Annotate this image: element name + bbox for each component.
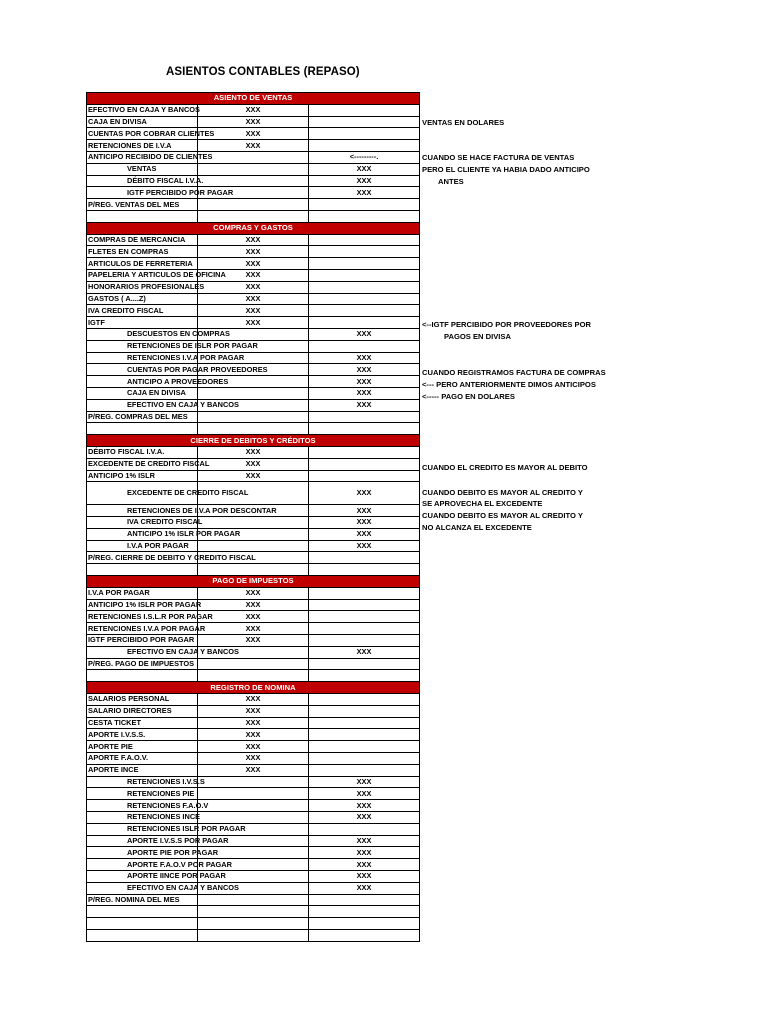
- ledger-row: [87, 399, 420, 411]
- credit-cell: [309, 281, 420, 293]
- account-name: ANTICIPO RECIBIDO DE CLIENTES: [88, 152, 213, 162]
- debit-cell: XXX: [198, 470, 309, 482]
- ledger-row: [87, 340, 420, 352]
- section-header: [87, 576, 420, 588]
- credit-cell: XXX: [309, 646, 420, 658]
- note-anticipos-dados: <--- PERO ANTERIORMENTE DIMOS ANTICIPOS: [422, 380, 596, 389]
- debit-cell: [198, 670, 309, 682]
- ledger-row: [87, 210, 420, 222]
- debit-cell: [198, 411, 309, 423]
- note-pago-dolares: <----- PAGO EN DOLARES: [422, 392, 515, 401]
- debit-cell: XXX: [198, 599, 309, 611]
- ledger-row: [87, 882, 420, 894]
- ledger-row: [87, 269, 420, 281]
- credit-cell: [309, 753, 420, 765]
- credit-cell: [309, 411, 420, 423]
- credit-cell: [309, 552, 420, 564]
- ledger-row: [87, 906, 420, 918]
- debit-cell: XXX: [198, 446, 309, 458]
- ledger-row: [87, 163, 420, 175]
- ledger-row: [87, 482, 420, 505]
- account-name: RETENCIONES DE I.V.A POR DESCONTAR: [87, 505, 198, 517]
- account-name: DÉBITO FISCAL I.V.A.: [87, 175, 198, 187]
- credit-cell: [309, 305, 420, 317]
- debit-cell: XXX: [198, 458, 309, 470]
- debit-cell: [198, 918, 309, 930]
- credit-cell: XXX: [309, 859, 420, 871]
- debit-cell: [198, 906, 309, 918]
- debit-cell: XXX: [198, 764, 309, 776]
- credit-cell: [309, 658, 420, 670]
- ledger-row: [87, 140, 420, 152]
- ledger-row: [87, 128, 420, 140]
- ledger-row: [87, 528, 420, 540]
- ledger-row: [87, 587, 420, 599]
- account-name: SALARIO DIRECTORES: [87, 705, 198, 717]
- account-name: IGTF PERCIBIDO POR PAGAR: [87, 635, 198, 647]
- account-name: APORTE PIE: [87, 741, 198, 753]
- credit-cell: XXX: [309, 364, 420, 376]
- note-no-alcanza: NO ALCANZA EL EXCEDENTE: [422, 523, 532, 532]
- account-name: APORTE I.V.S.S.: [87, 729, 198, 741]
- section-title: COMPRAS Y GASTOS: [87, 222, 420, 234]
- debit-cell: XXX: [198, 611, 309, 623]
- credit-cell: XXX: [309, 399, 420, 411]
- account-name: EFECTIVO EN CAJA Y BANCOS: [88, 105, 200, 115]
- account-name: DÉBITO FISCAL I.V.A.: [87, 446, 198, 458]
- credit-cell: [309, 458, 420, 470]
- debit-cell: [198, 199, 309, 211]
- account-name: IVA CREDITO FISCAL: [87, 305, 198, 317]
- credit-cell: [309, 823, 420, 835]
- note-factura-compras: CUANDO REGISTRAMOS FACTURA DE COMPRAS: [422, 368, 606, 377]
- ledger-row: [87, 423, 420, 435]
- note-credito-mayor: CUANDO EL CREDITO ES MAYOR AL DEBITO: [422, 463, 588, 472]
- account-name: RETENCIONES PIE: [87, 788, 198, 800]
- debit-cell: XXX: [198, 128, 309, 140]
- account-name: I.V.A POR PAGAR: [87, 587, 198, 599]
- credit-cell: [309, 729, 420, 741]
- account-name: COMPRAS DE MERCANCIA: [87, 234, 198, 246]
- ledger-row: [87, 305, 420, 317]
- account-name: [87, 564, 198, 576]
- debit-cell: XXX: [198, 116, 309, 128]
- account-name: [87, 423, 198, 435]
- credit-cell: XXX: [309, 328, 420, 340]
- credit-cell: [309, 599, 420, 611]
- credit-cell: [309, 670, 420, 682]
- account-name: RETENCIONES I.V.S.S: [87, 776, 198, 788]
- debit-cell: XXX: [198, 717, 309, 729]
- ledger-row: [87, 552, 420, 564]
- note-aprovecha-excedente: SE APROVECHA EL EXCEDENTE: [422, 499, 543, 508]
- credit-cell: XXX: [309, 163, 420, 175]
- credit-cell: XXX: [309, 835, 420, 847]
- debit-cell: [198, 776, 309, 788]
- credit-cell: [309, 140, 420, 152]
- ledger-row: [87, 564, 420, 576]
- ledger-row: [87, 376, 420, 388]
- credit-cell: [309, 293, 420, 305]
- debit-cell: XXX: [198, 317, 309, 329]
- debit-cell: XXX: [198, 635, 309, 647]
- ledger-row: [87, 694, 420, 706]
- credit-cell: [309, 705, 420, 717]
- debit-cell: [198, 800, 309, 812]
- account-name: P/REG. CIERRE DE DEBITO Y CREDITO FISCAL: [88, 552, 256, 562]
- account-name: APORTE F.A.O.V.: [87, 753, 198, 765]
- debit-cell: [198, 210, 309, 222]
- ledger-row: [87, 199, 420, 211]
- debit-cell: [198, 540, 309, 552]
- account-name: RETENCIONES DE I.V.A: [87, 140, 198, 152]
- account-name: GASTOS ( A....Z): [87, 293, 198, 305]
- ledger-row: [87, 753, 420, 765]
- account-name: CESTA TICKET: [87, 717, 198, 729]
- credit-cell: [309, 694, 420, 706]
- debit-cell: XXX: [198, 246, 309, 258]
- debit-cell: [198, 929, 309, 941]
- credit-cell: XXX: [309, 800, 420, 812]
- ledger-row: [87, 859, 420, 871]
- debit-cell: XXX: [198, 694, 309, 706]
- account-name: [87, 929, 198, 941]
- ledger-row: [87, 364, 420, 376]
- ledger-row: [87, 540, 420, 552]
- account-name: EFECTIVO EN CAJA Y BANCOS: [87, 646, 198, 658]
- account-name: DESCUESTOS EN COMPRAS: [87, 328, 198, 340]
- ledger-row: [87, 599, 420, 611]
- credit-cell: [309, 128, 420, 140]
- account-name: EXCEDENTE DE CREDITO FISCAL: [88, 459, 210, 469]
- debit-cell: [198, 894, 309, 906]
- account-name: IVA CREDITO FISCAL: [87, 517, 198, 529]
- ledger-row: [87, 387, 420, 399]
- ledger-row: [87, 611, 420, 623]
- note-ventas-dolares: VENTAS EN DOLARES: [422, 118, 505, 127]
- account-name: [87, 670, 198, 682]
- account-name: RETENCIONES I.V.A POR PAGAR: [87, 352, 198, 364]
- debit-cell: [198, 812, 309, 824]
- credit-cell: [309, 918, 420, 930]
- ledger-row: [87, 623, 420, 635]
- debit-cell: XXX: [198, 741, 309, 753]
- credit-cell: XXX: [309, 175, 420, 187]
- account-name: APORTE PIE POR PAGAR: [87, 847, 198, 859]
- credit-cell: XXX: [309, 376, 420, 388]
- credit-cell: [309, 104, 420, 116]
- section-title: CIERRE DE DEBITOS Y CRÉDITOS: [87, 435, 420, 447]
- credit-cell: XXX: [309, 871, 420, 883]
- credit-cell: XXX: [309, 882, 420, 894]
- credit-cell: XXX: [309, 387, 420, 399]
- credit-cell: [309, 423, 420, 435]
- account-name: ANTICIPO 1% ISLR POR PAGAR: [87, 528, 198, 540]
- account-name: RETENCIONES I.S.L.R POR PAGAR: [88, 611, 213, 621]
- ledger-row: [87, 458, 420, 470]
- account-name: APORTE I.V.S.S POR PAGAR: [87, 835, 198, 847]
- ledger-row: [87, 717, 420, 729]
- ledger-row: [87, 151, 420, 163]
- ledger-row: [87, 505, 420, 517]
- ledger-row: [87, 517, 420, 529]
- credit-cell: [309, 894, 420, 906]
- debit-cell: XXX: [198, 587, 309, 599]
- credit-cell: [309, 717, 420, 729]
- ledger-row: [87, 823, 420, 835]
- debit-cell: [198, 151, 309, 163]
- credit-cell: [309, 340, 420, 352]
- account-name: HONORARIOS PROFESIONALES: [88, 282, 205, 292]
- credit-cell: [309, 623, 420, 635]
- credit-cell: [309, 210, 420, 222]
- ledger-row: [87, 116, 420, 128]
- account-name: RETENCIONES INCE: [87, 812, 198, 824]
- ledger-row: [87, 658, 420, 670]
- credit-cell: [309, 116, 420, 128]
- ledger-row: [87, 812, 420, 824]
- debit-cell: [198, 517, 309, 529]
- credit-cell: XXX: [309, 776, 420, 788]
- ledger-table: [86, 92, 420, 942]
- account-name: VENTAS: [87, 163, 198, 175]
- credit-cell: [309, 446, 420, 458]
- credit-cell: [309, 269, 420, 281]
- credit-cell: [309, 764, 420, 776]
- debit-cell: XXX: [198, 705, 309, 717]
- ledger-row: [87, 175, 420, 187]
- account-name: RETENCIONES F.A.O.V: [87, 800, 198, 812]
- debit-cell: XXX: [198, 623, 309, 635]
- account-name: CUENTAS POR PAGAR PROVEEDORES: [87, 364, 198, 376]
- account-name: P/REG. PAGO DE IMPUESTOS: [87, 658, 198, 670]
- ledger-row: [87, 352, 420, 364]
- debit-cell: XXX: [198, 281, 309, 293]
- debit-cell: [198, 423, 309, 435]
- credit-cell: XXX: [309, 540, 420, 552]
- ledger-row: [87, 470, 420, 482]
- account-name: EXCEDENTE DE CREDITO FISCAL: [87, 482, 198, 505]
- ledger-row: [87, 800, 420, 812]
- ledger-row: [87, 258, 420, 270]
- credit-cell: [309, 199, 420, 211]
- debit-cell: [198, 387, 309, 399]
- ledger-row: [87, 918, 420, 930]
- ledger-row: [87, 328, 420, 340]
- account-name: ANTICIPO 1% ISLR POR PAGAR: [88, 600, 202, 610]
- account-name: FLETES EN COMPRAS: [87, 246, 198, 258]
- account-name: IGTF PERCIBIDO POR PAGAR: [87, 187, 198, 199]
- account-name: P/REG. NOMINA DEL MES: [87, 894, 198, 906]
- section-header: [87, 435, 420, 447]
- account-name: APORTE IINCE POR PAGAR: [87, 871, 198, 883]
- debit-cell: XXX: [198, 753, 309, 765]
- credit-cell: XXX: [309, 517, 420, 529]
- debit-cell: [198, 175, 309, 187]
- account-name: [87, 210, 198, 222]
- ledger-row: [87, 317, 420, 329]
- section-title: PAGO DE IMPUESTOS: [87, 576, 420, 588]
- ledger-row: [87, 871, 420, 883]
- credit-cell: XXX: [309, 505, 420, 517]
- document-title: ASIENTOS CONTABLES (REPASO): [166, 66, 360, 78]
- ledger-row: [87, 729, 420, 741]
- ledger-row: [87, 894, 420, 906]
- account-name: SALARIOS PERSONAL: [87, 694, 198, 706]
- account-name: ANTICIPO A PROVEEDORES: [87, 376, 198, 388]
- note-debito-mayor-1: CUANDO DEBITO ES MAYOR AL CREDITO Y: [422, 488, 583, 497]
- ledger-row: [87, 847, 420, 859]
- section-header: [87, 93, 420, 105]
- ledger-row: [87, 104, 420, 116]
- note-antes: ANTES: [438, 177, 464, 186]
- debit-cell: [198, 658, 309, 670]
- ledger-row: [87, 929, 420, 941]
- account-name: [87, 918, 198, 930]
- credit-cell: [309, 635, 420, 647]
- debit-cell: XXX: [198, 293, 309, 305]
- debit-cell: [198, 564, 309, 576]
- credit-cell: XXX: [309, 528, 420, 540]
- ledger-row: [87, 281, 420, 293]
- account-name: P/REG. COMPRAS DEL MES: [87, 411, 198, 423]
- debit-cell: XXX: [198, 140, 309, 152]
- ledger-row: [87, 187, 420, 199]
- credit-cell: [309, 587, 420, 599]
- credit-cell: [309, 564, 420, 576]
- credit-cell: XXX: [309, 847, 420, 859]
- credit-cell: XXX: [309, 187, 420, 199]
- account-name: RETENCIONES DE ISLR POR PAGAR: [87, 340, 198, 352]
- section-header: [87, 682, 420, 694]
- credit-cell: [309, 929, 420, 941]
- section-title: ASIENTO DE VENTAS: [87, 93, 420, 105]
- account-name: APORTE F.A.O.V POR PAGAR: [87, 859, 198, 871]
- account-name: [87, 906, 198, 918]
- account-name: IGTF: [87, 317, 198, 329]
- note-pagos-divisa: PAGOS EN DIVISA: [444, 332, 511, 341]
- credit-cell: [309, 741, 420, 753]
- credit-cell: [309, 611, 420, 623]
- account-name: ARTICULOS DE FERRETERIA: [87, 258, 198, 270]
- account-name: P/REG. VENTAS DEL MES: [87, 199, 198, 211]
- debit-cell: XXX: [198, 234, 309, 246]
- ledger-row: [87, 788, 420, 800]
- ledger-row: [87, 234, 420, 246]
- credit-cell: [309, 470, 420, 482]
- section-header: [87, 222, 420, 234]
- credit-cell: [309, 906, 420, 918]
- debit-cell: [198, 788, 309, 800]
- debit-cell: XXX: [198, 269, 309, 281]
- ledger-row: [87, 411, 420, 423]
- ledger-row: [87, 446, 420, 458]
- account-name: EFECTIVO EN CAJA Y BANCOS: [87, 399, 198, 411]
- debit-cell: XXX: [198, 729, 309, 741]
- account-name: EFECTIVO EN CAJA Y BANCOS: [87, 882, 198, 894]
- ledger-row: [87, 835, 420, 847]
- ledger-row: [87, 635, 420, 647]
- credit-cell: XXX: [309, 482, 420, 505]
- account-name: CAJA EN DIVISA: [87, 387, 198, 399]
- ledger-row: [87, 246, 420, 258]
- account-name: RETENCIONES I.V.A POR PAGAR: [88, 623, 206, 633]
- ledger-row: [87, 741, 420, 753]
- debit-cell: XXX: [198, 305, 309, 317]
- ledger-row: [87, 705, 420, 717]
- section-title: REGISTRO DE NOMINA: [87, 682, 420, 694]
- ledger-row: [87, 646, 420, 658]
- note-debito-mayor-2: CUANDO DEBITO ES MAYOR AL CREDITO Y: [422, 511, 583, 520]
- credit-cell: [309, 234, 420, 246]
- credit-cell: [309, 246, 420, 258]
- note-factura-ventas: CUANDO SE HACE FACTURA DE VENTAS: [422, 153, 575, 162]
- debit-cell: XXX: [198, 258, 309, 270]
- debit-cell: XXX: [198, 104, 309, 116]
- note-igtf-proveedores: <--IGTF PERCIBIDO POR PROVEEDORES POR: [422, 320, 591, 329]
- ledger-row: [87, 764, 420, 776]
- credit-cell: XXX: [309, 352, 420, 364]
- account-name: CAJA EN DIVISA: [87, 116, 198, 128]
- credit-cell: XXX: [309, 812, 420, 824]
- account-name: ANTICIPO 1% ISLR: [87, 470, 198, 482]
- ledger-row: [87, 776, 420, 788]
- debit-cell: [198, 163, 309, 175]
- ledger-row: [87, 293, 420, 305]
- credit-cell: [309, 258, 420, 270]
- account-name: APORTE INCE: [87, 764, 198, 776]
- ledger-row: [87, 670, 420, 682]
- credit-cell: <---------.: [309, 151, 420, 163]
- note-cliente-anticipo: PERO EL CLIENTE YA HABIA DADO ANTICIPO: [422, 165, 590, 174]
- credit-cell: XXX: [309, 788, 420, 800]
- credit-cell: [309, 317, 420, 329]
- account-name: CUENTAS POR COBRAR CLIENTES: [88, 128, 215, 138]
- account-name: I.V.A POR PAGAR: [87, 540, 198, 552]
- account-name: RETENCIONES ISLR POR PAGAR: [87, 823, 198, 835]
- account-name: PAPELERIA Y ARTICULOS DE OFICINA: [88, 270, 226, 280]
